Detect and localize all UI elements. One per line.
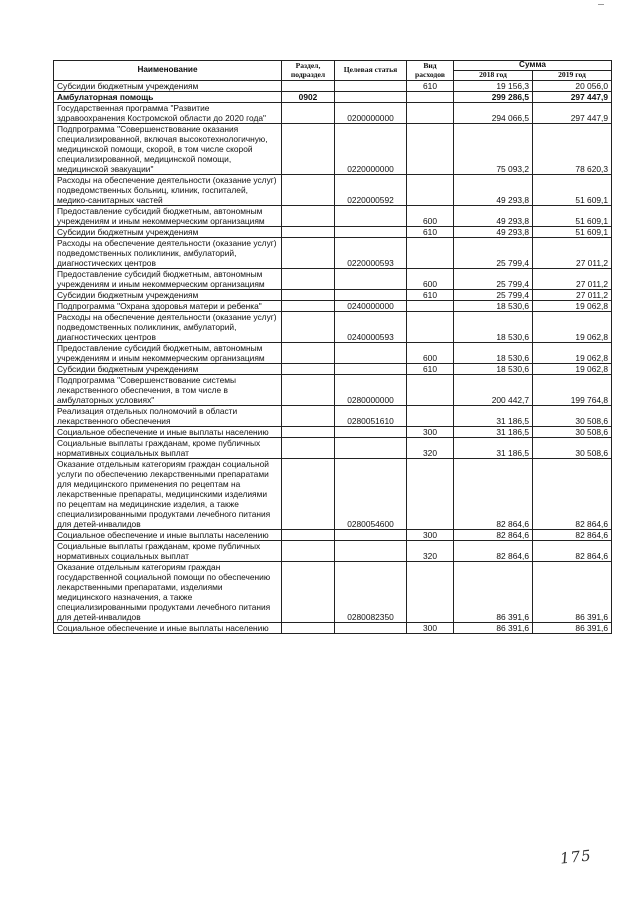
- row-target: [335, 530, 407, 541]
- table-row: [54, 227, 612, 238]
- header-section: Раздел, подраздел: [282, 61, 335, 81]
- row-type: [407, 459, 454, 530]
- row-type: [407, 175, 454, 206]
- row-section: [282, 438, 335, 459]
- header-year-2018: 2018 год: [454, 71, 533, 81]
- row-sum-2019: 19 062,8: [533, 364, 612, 375]
- table-row: [54, 459, 612, 530]
- budget-table: [53, 60, 612, 634]
- row-sum-2019: 51 609,1: [533, 206, 612, 227]
- row-name: Амбулаторная помощь: [54, 92, 282, 103]
- row-type: 610: [407, 364, 454, 375]
- row-name: Расходы на обеспечение деятельности (оказание услуг) подведомственных больниц, клиник, госпиталей, медико-санитарных частей: [54, 175, 282, 206]
- row-target: 0220000593: [335, 238, 407, 269]
- row-name: Предоставление субсидий бюджетным, автономным учреждениям и иным некоммерческим организациям: [54, 343, 282, 364]
- row-name: Социальные выплаты гражданам, кроме публичных нормативных социальных выплат: [54, 438, 282, 459]
- row-name: Субсидии бюджетным учреждениям: [54, 81, 282, 92]
- row-name: Подпрограмма "Совершенствование системы лекарственного обеспечения, в том числе в амбулаторных условиях": [54, 375, 282, 406]
- row-type: [407, 92, 454, 103]
- row-sum-2018: 18 530,6: [454, 312, 533, 343]
- row-sum-2018: 86 391,6: [454, 562, 533, 623]
- row-section: [282, 227, 335, 238]
- row-section: [282, 541, 335, 562]
- header-year-2019: 2019 год: [533, 71, 612, 81]
- row-name: Расходы на обеспечение деятельности (оказание услуг) подведомственных поликлиник, амбулаторий, диагностических центров: [54, 312, 282, 343]
- row-target: [335, 269, 407, 290]
- row-section: 0902: [282, 92, 335, 103]
- table-row: [54, 343, 612, 364]
- row-sum-2018: 299 286,5: [454, 92, 533, 103]
- row-target: 0280000000: [335, 375, 407, 406]
- header-sum: Сумма: [454, 61, 612, 71]
- row-type: 300: [407, 530, 454, 541]
- table-row: [54, 206, 612, 227]
- row-section: [282, 103, 335, 124]
- row-sum-2018: 25 799,4: [454, 290, 533, 301]
- row-type: [407, 301, 454, 312]
- row-type: 320: [407, 541, 454, 562]
- scan-mark: [598, 4, 604, 5]
- row-section: [282, 124, 335, 175]
- header-target: Целевая статья: [335, 61, 407, 81]
- row-target: 0220000000: [335, 124, 407, 175]
- table-row: [54, 312, 612, 343]
- row-name: Субсидии бюджетным учреждениям: [54, 364, 282, 375]
- table-row: [54, 92, 612, 103]
- table-row: [54, 269, 612, 290]
- row-section: [282, 459, 335, 530]
- table-row: [54, 175, 612, 206]
- row-type: 610: [407, 227, 454, 238]
- row-section: [282, 206, 335, 227]
- row-sum-2018: 31 186,5: [454, 406, 533, 427]
- row-sum-2018: 86 391,6: [454, 623, 533, 634]
- row-target: [335, 343, 407, 364]
- row-target: 0240000000: [335, 301, 407, 312]
- row-target: 0240000593: [335, 312, 407, 343]
- row-type: 610: [407, 290, 454, 301]
- table-row: [54, 103, 612, 124]
- row-sum-2019: 86 391,6: [533, 562, 612, 623]
- table-row: [54, 375, 612, 406]
- table-row: [54, 364, 612, 375]
- row-name: Социальное обеспечение и иные выплаты населению: [54, 623, 282, 634]
- row-name: Социальное обеспечение и иные выплаты населению: [54, 530, 282, 541]
- table-row: [54, 81, 612, 92]
- header-type: Вид расходов: [407, 61, 454, 81]
- row-name: Социальное обеспечение и иные выплаты населению: [54, 427, 282, 438]
- table-row: [54, 301, 612, 312]
- row-sum-2019: 51 609,1: [533, 175, 612, 206]
- row-section: [282, 290, 335, 301]
- row-target: [335, 92, 407, 103]
- row-sum-2018: 49 293,8: [454, 227, 533, 238]
- row-name: Социальные выплаты гражданам, кроме публичных нормативных социальных выплат: [54, 541, 282, 562]
- row-sum-2019: 19 062,8: [533, 312, 612, 343]
- row-name: Подпрограмма "Охрана здоровья матери и ребенка": [54, 301, 282, 312]
- row-sum-2018: 82 864,6: [454, 541, 533, 562]
- row-type: [407, 312, 454, 343]
- row-name: Расходы на обеспечение деятельности (оказание услуг) подведомственных поликлиник, амбулаторий, диагностических центров: [54, 238, 282, 269]
- row-target: [335, 427, 407, 438]
- table-row: [54, 623, 612, 634]
- row-sum-2019: 86 391,6: [533, 623, 612, 634]
- row-type: 300: [407, 427, 454, 438]
- row-section: [282, 269, 335, 290]
- row-sum-2018: 200 442,7: [454, 375, 533, 406]
- row-sum-2018: 82 864,6: [454, 530, 533, 541]
- row-type: [407, 124, 454, 175]
- table-row: [54, 406, 612, 427]
- row-target: [335, 290, 407, 301]
- table-row: [54, 562, 612, 623]
- row-sum-2019: 297 447,9: [533, 103, 612, 124]
- row-sum-2018: 18 530,6: [454, 301, 533, 312]
- row-type: 320: [407, 438, 454, 459]
- row-name: Оказание отдельным категориям граждан социальной услуги по обеспечению лекарственными препаратами для медицинского применения по рецептам на лекарственные препараты, медицинскими изделиями по рецептам на медицинские изделия, а также специализированными продуктами лечебного питания для детей-инвалидов: [54, 459, 282, 530]
- row-sum-2019: 199 764,8: [533, 375, 612, 406]
- row-name: Субсидии бюджетным учреждениям: [54, 227, 282, 238]
- row-target: [335, 81, 407, 92]
- row-name: Подпрограмма "Совершенствование оказания специализированной, включая высокотехнологичную, медицинской помощи, скорой, в том числе скорой специализированной, медицинской помощи, медицинской эвакуации": [54, 124, 282, 175]
- row-name: Субсидии бюджетным учреждениям: [54, 290, 282, 301]
- row-sum-2019: 82 864,6: [533, 541, 612, 562]
- row-type: [407, 103, 454, 124]
- row-section: [282, 364, 335, 375]
- row-section: [282, 406, 335, 427]
- row-section: [282, 81, 335, 92]
- row-section: [282, 343, 335, 364]
- row-type: 600: [407, 269, 454, 290]
- row-sum-2019: 19 062,8: [533, 343, 612, 364]
- table-row: [54, 541, 612, 562]
- row-sum-2019: 78 620,3: [533, 124, 612, 175]
- table-row: [54, 290, 612, 301]
- row-sum-2019: 30 508,6: [533, 427, 612, 438]
- row-target: [335, 623, 407, 634]
- row-sum-2018: 294 066,5: [454, 103, 533, 124]
- row-target: [335, 541, 407, 562]
- row-target: 0200000000: [335, 103, 407, 124]
- row-sum-2019: 20 056,0: [533, 81, 612, 92]
- row-section: [282, 562, 335, 623]
- row-sum-2019: 297 447,9: [533, 92, 612, 103]
- row-name: Предоставление субсидий бюджетным, автономным учреждениям и иным некоммерческим организациям: [54, 206, 282, 227]
- row-target: 0280082350: [335, 562, 407, 623]
- row-sum-2018: 31 186,5: [454, 427, 533, 438]
- row-type: 610: [407, 81, 454, 92]
- row-sum-2019: 19 062,8: [533, 301, 612, 312]
- row-sum-2018: 75 093,2: [454, 124, 533, 175]
- row-target: [335, 227, 407, 238]
- row-type: 600: [407, 206, 454, 227]
- table-row: [54, 438, 612, 459]
- row-sum-2019: 30 508,6: [533, 438, 612, 459]
- row-sum-2018: 49 293,8: [454, 206, 533, 227]
- row-sum-2018: 19 156,3: [454, 81, 533, 92]
- row-sum-2018: 82 864,6: [454, 459, 533, 530]
- row-sum-2018: 49 293,8: [454, 175, 533, 206]
- row-type: 600: [407, 343, 454, 364]
- page-number: 175: [559, 846, 593, 868]
- row-type: [407, 406, 454, 427]
- table-body: [54, 81, 612, 634]
- row-target: [335, 206, 407, 227]
- row-sum-2019: 82 864,6: [533, 530, 612, 541]
- row-sum-2018: 18 530,6: [454, 343, 533, 364]
- row-target: [335, 438, 407, 459]
- row-sum-2019: 27 011,2: [533, 290, 612, 301]
- row-type: 300: [407, 623, 454, 634]
- row-section: [282, 301, 335, 312]
- table-row: [54, 427, 612, 438]
- row-target: 0220000592: [335, 175, 407, 206]
- row-section: [282, 238, 335, 269]
- row-section: [282, 375, 335, 406]
- row-section: [282, 427, 335, 438]
- row-sum-2019: 27 011,2: [533, 238, 612, 269]
- row-sum-2019: 27 011,2: [533, 269, 612, 290]
- row-section: [282, 175, 335, 206]
- table-row: [54, 530, 612, 541]
- row-sum-2019: 30 508,6: [533, 406, 612, 427]
- row-sum-2018: 18 530,6: [454, 364, 533, 375]
- row-name: Государственная программа "Развитие здравоохранения Костромской области до 2020 года": [54, 103, 282, 124]
- row-sum-2018: 25 799,4: [454, 269, 533, 290]
- table-header: [54, 61, 612, 81]
- row-type: [407, 562, 454, 623]
- row-sum-2019: 82 864,6: [533, 459, 612, 530]
- row-sum-2018: 25 799,4: [454, 238, 533, 269]
- row-type: [407, 238, 454, 269]
- row-name: Предоставление субсидий бюджетным, автономным учреждениям и иным некоммерческим организациям: [54, 269, 282, 290]
- row-section: [282, 530, 335, 541]
- row-type: [407, 375, 454, 406]
- row-name: Реализация отдельных полномочий в области лекарственного обеспечения: [54, 406, 282, 427]
- row-section: [282, 312, 335, 343]
- row-section: [282, 623, 335, 634]
- row-target: 0280051610: [335, 406, 407, 427]
- table-row: [54, 238, 612, 269]
- row-target: [335, 364, 407, 375]
- row-sum-2019: 51 609,1: [533, 227, 612, 238]
- row-target: 0280054600: [335, 459, 407, 530]
- row-name: Оказание отдельным категориям граждан государственной социальной помощи по обеспечению лекарственными препаратами, изделиями медицинского назначения, а также специализированными продуктами лечебного питания для детей-инвалидов: [54, 562, 282, 623]
- row-sum-2018: 31 186,5: [454, 438, 533, 459]
- table-row: [54, 124, 612, 175]
- header-name: Наименование: [54, 61, 282, 81]
